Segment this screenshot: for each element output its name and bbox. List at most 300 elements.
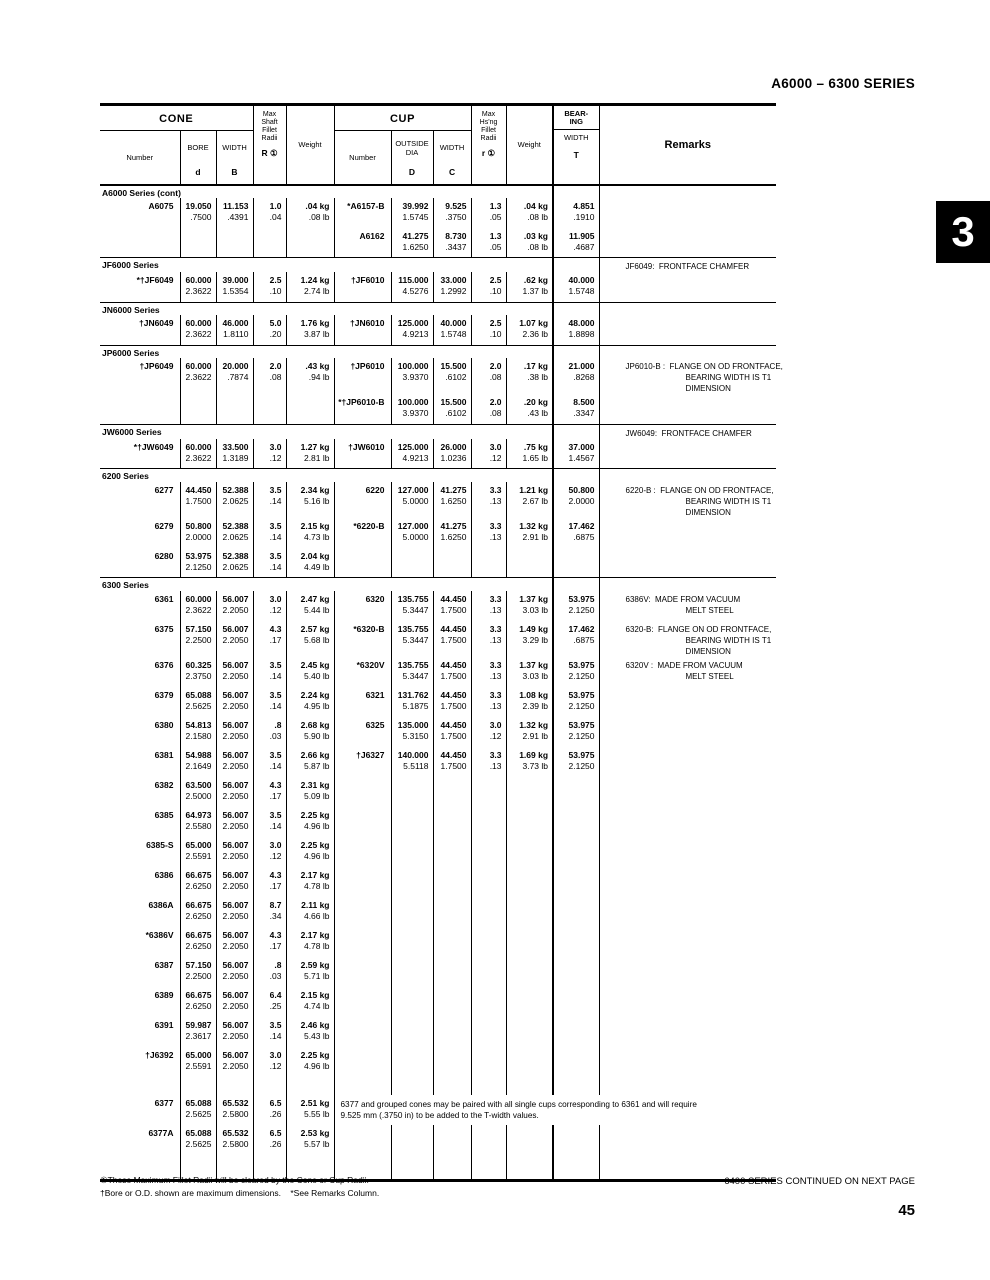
- table-row: [100, 807, 776, 837]
- bearing-width-cell: [553, 867, 599, 897]
- hsng-radii-cell: [471, 897, 506, 927]
- cone-width-cell: 65.532 2.5800: [216, 1095, 253, 1125]
- remark-cell: [599, 1017, 776, 1047]
- outside-dia-header: OUTSIDE DIA: [391, 131, 433, 165]
- section-row: [100, 345, 776, 358]
- cone-weight-cell: 2.04 kg 4.49 lb: [286, 548, 334, 578]
- spacer-cell: [334, 1077, 391, 1095]
- cup-weight-header: Weight: [506, 105, 553, 185]
- spacer-cell: [506, 1077, 553, 1095]
- outside-dia-cell: 115.000 4.5276: [391, 272, 433, 302]
- cup-weight-cell: 1.32 kg 2.91 lb: [506, 518, 553, 548]
- cone-width-cell: 56.007 2.2050: [216, 987, 253, 1017]
- cup-width-cell: [433, 927, 471, 957]
- cone-width-symbol: B: [216, 165, 253, 185]
- remark-cell: 6386V: MADE FROM VACUUM MELT STEEL: [599, 591, 776, 621]
- remark-cell: [599, 518, 776, 548]
- table-row: [100, 987, 776, 1017]
- cup-number-cell: †JW6010: [334, 439, 391, 469]
- section-remark: JF6049: FRONTFACE CHAMFER: [599, 258, 776, 273]
- section-remark: [599, 578, 776, 591]
- outside-dia-cell: [391, 897, 433, 927]
- cone-width-cell: 65.532 2.5800: [216, 1125, 253, 1155]
- bearing-width-cell: 53.975 2.1250: [553, 747, 599, 777]
- table-row: [100, 927, 776, 957]
- table-row: [100, 394, 776, 424]
- cone-number-cell: 6277: [154, 484, 174, 495]
- max-shaft-fillet-radii-header: Max Shaft Fillet Radii R ①: [253, 105, 286, 185]
- table-row: [100, 272, 776, 302]
- cone-weight-cell: [286, 228, 334, 258]
- bore-cell: 53.975 2.1250: [180, 548, 216, 578]
- hsng-radii-cell: 2.0 .08: [471, 358, 506, 394]
- cone-width-cell: 56.007 2.2050: [216, 1017, 253, 1047]
- bore-cell: 57.150 2.2500: [180, 621, 216, 657]
- cone-width-cell: 56.007 2.2050: [216, 957, 253, 987]
- cup-weight-cell: [506, 1017, 553, 1047]
- cone-weight-cell: 2.15 kg 4.74 lb: [286, 987, 334, 1017]
- table-row: [100, 897, 776, 927]
- bearing-width-cell: [553, 897, 599, 927]
- table-row: [100, 717, 776, 747]
- bearing-width-cell: [553, 807, 599, 837]
- section-row: [100, 258, 776, 273]
- section-title: 6200 Series: [102, 471, 149, 481]
- cup-width-cell: 40.000 1.5748: [433, 315, 471, 345]
- bearing-width-cell: 17.462 .6875: [553, 518, 599, 548]
- hsng-radii-cell: 3.0 .12: [471, 717, 506, 747]
- spacer-cell: [286, 1077, 334, 1095]
- cup-weight-cell: [506, 1125, 553, 1155]
- bore-cell: 66.675 2.6250: [180, 927, 216, 957]
- cup-number-cell: [334, 987, 391, 1017]
- cup-width-cell: 44.450 1.7500: [433, 657, 471, 687]
- cup-width-cell: [433, 837, 471, 867]
- cone-number-cell: 6385: [154, 809, 174, 820]
- cup-width-cell: [433, 777, 471, 807]
- cup-number-cell: 6325: [334, 717, 391, 747]
- cone-width-cell: 56.007 2.2050: [216, 687, 253, 717]
- shaft-radii-cell: .8 .03: [253, 717, 286, 747]
- outside-dia-cell: 135.755 5.3447: [391, 591, 433, 621]
- hsng-radii-cell: [471, 837, 506, 867]
- bearing-width-cell: [553, 548, 599, 578]
- section-t-column: [553, 302, 599, 315]
- cone-width-cell: 56.007 2.2050: [216, 867, 253, 897]
- shaft-radii-cell: 2.5 .10: [253, 272, 286, 302]
- cup-weight-cell: .75 kg 1.65 lb: [506, 439, 553, 469]
- bore-cell: 60.000 2.3622: [180, 591, 216, 621]
- cup-number-cell: *†JP6010-B: [334, 394, 391, 424]
- cone-weight-cell: 2.46 kg 5.43 lb: [286, 1017, 334, 1047]
- table-row: [100, 358, 776, 394]
- shaft-radii-cell: 3.5 .14: [253, 687, 286, 717]
- cup-weight-cell: .17 kg .38 lb: [506, 358, 553, 394]
- table-row: [100, 518, 776, 548]
- bearing-width-cell: [553, 927, 599, 957]
- cone-number-cell: 6381: [154, 749, 174, 760]
- bearing-width-cell: 21.000 .8268: [553, 358, 599, 394]
- hsng-radii-cell: 1.3 .05: [471, 228, 506, 258]
- section-row: [100, 302, 776, 315]
- continued-note: 6400 SERIES CONTINUED ON NEXT PAGE: [724, 1176, 915, 1187]
- cone-number-cell: 6385-S: [146, 839, 174, 850]
- spacer-cell: [553, 1077, 599, 1095]
- shaft-radii-cell: 8.7 .34: [253, 897, 286, 927]
- cup-width-cell: 9.525 .3750: [433, 198, 471, 228]
- outside-dia-cell: [391, 867, 433, 897]
- cup-width-cell: [433, 1125, 471, 1155]
- cup-number-cell: *6320V: [334, 657, 391, 687]
- cone-weight-cell: .43 kg .94 lb: [286, 358, 334, 394]
- cup-weight-cell: .20 kg .43 lb: [506, 394, 553, 424]
- cup-weight-cell: .04 kg .08 lb: [506, 198, 553, 228]
- bearing-width-header: BEAR- ING WIDTH T: [553, 105, 599, 185]
- spacer-cell: [391, 1077, 433, 1095]
- outside-dia-cell: 100.000 3.9370: [391, 358, 433, 394]
- hsng-radii-cell: [471, 957, 506, 987]
- cone-number-header: Number: [126, 152, 154, 162]
- spacer-cell: [391, 1155, 433, 1181]
- bearing-table-wrap: [100, 103, 783, 1182]
- table-row: [100, 1017, 776, 1047]
- shaft-radii-cell: 2.0 .08: [253, 358, 286, 394]
- bearing-width-cell: [553, 777, 599, 807]
- table-row: [100, 591, 776, 621]
- bore-cell: 44.450 1.7500: [180, 482, 216, 518]
- bore-cell: 60.000 2.3622: [180, 358, 216, 394]
- spacer-cell: [471, 1155, 506, 1181]
- shaft-radii-cell: 1.0 .04: [253, 198, 286, 228]
- remark-cell: [599, 315, 776, 345]
- cup-width-cell: 41.275 1.6250: [433, 482, 471, 518]
- bearing-width-cell: 17.462 .6875: [553, 621, 599, 657]
- bearing-width-cell: [553, 1017, 599, 1047]
- remark-cell: [599, 198, 776, 228]
- cone-width-cell: 39.000 1.5354: [216, 272, 253, 302]
- spacer-cell: [599, 1077, 776, 1095]
- cup-number-cell: [334, 1125, 391, 1155]
- spacer-cell: [100, 1077, 180, 1095]
- remark-cell: 6320-B: FLANGE ON OD FRONTFACE, BEARING WIDTH IS T1 DIMENSION: [599, 621, 776, 657]
- cup-weight-cell: 1.37 kg 3.03 lb: [506, 591, 553, 621]
- bore-cell: 59.987 2.3617: [180, 1017, 216, 1047]
- section-title: A6000 Series (cont): [102, 187, 181, 198]
- bore-cell: 64.973 2.5580: [180, 807, 216, 837]
- section-title: JW6000 Series: [102, 426, 162, 437]
- bore-cell: 63.500 2.5000: [180, 777, 216, 807]
- outside-dia-cell: [391, 927, 433, 957]
- section-remark: [599, 302, 776, 315]
- bearing-table: [100, 103, 783, 1182]
- cup-width-cell: [433, 987, 471, 1017]
- cone-number-cell: 6279: [154, 520, 174, 531]
- cup-width-cell: [433, 1047, 471, 1077]
- bore-cell: 65.000 2.5591: [180, 1047, 216, 1077]
- cone-width-cell: 56.007 2.2050: [216, 621, 253, 657]
- spacer-row: [100, 1077, 776, 1095]
- outside-dia-cell: 140.000 5.5118: [391, 747, 433, 777]
- remark-cell: [599, 867, 776, 897]
- bearing-width-cell: 53.975 2.1250: [553, 717, 599, 747]
- cone-number-cell: *6386V: [145, 929, 174, 940]
- hsng-radii-cell: 3.3 .13: [471, 482, 506, 518]
- remark-cell: [599, 747, 776, 777]
- cone-number-cell: 6379: [154, 689, 174, 700]
- shaft-radii-cell: 3.5 .14: [253, 518, 286, 548]
- outside-dia-cell: 41.275 1.6250: [391, 228, 433, 258]
- footnote-fillet-radii: ①These Maximum Fillet Radii will be cleared by the Cone or Cup Radii.: [100, 1175, 369, 1185]
- cone-number-cell: *†JF6049: [136, 275, 174, 285]
- shaft-radii-cell: 3.0 .12: [253, 837, 286, 867]
- cone-width-cell: 33.500 1.3189: [216, 439, 253, 469]
- bore-cell: [180, 394, 216, 424]
- section-t-column: [553, 578, 599, 591]
- bearing-width-cell: [553, 987, 599, 1017]
- cone-width-cell: 20.000 .7874: [216, 358, 253, 394]
- section-row: [100, 424, 776, 439]
- cup-number-header: Number: [334, 131, 391, 185]
- cup-width-cell: 44.450 1.7500: [433, 687, 471, 717]
- cone-number-cell: 6361: [154, 593, 174, 604]
- shaft-radii-cell: 5.0 .20: [253, 315, 286, 345]
- cone-width-cell: 52.388 2.0625: [216, 518, 253, 548]
- remark-cell: 6320V : MADE FROM VACUUM MELT STEEL: [599, 657, 776, 687]
- bore-cell: 65.088 2.5625: [180, 1095, 216, 1125]
- bore-cell: 19.050 .7500: [180, 198, 216, 228]
- bore-header: BORE: [180, 131, 216, 165]
- cone-number-cell: 6389: [154, 989, 174, 1000]
- section-row: [100, 185, 776, 198]
- table-row: [100, 687, 776, 717]
- cup-number-cell: 6320: [334, 591, 391, 621]
- bearing-width-cell: 53.975 2.1250: [553, 687, 599, 717]
- cup-number-cell: *A6157-B: [334, 198, 391, 228]
- cone-weight-cell: 2.25 kg 4.96 lb: [286, 837, 334, 867]
- cup-weight-cell: [506, 987, 553, 1017]
- cup-width-cell: [433, 897, 471, 927]
- shaft-radii-cell: 4.3 .17: [253, 867, 286, 897]
- cone-weight-cell: 2.11 kg 4.66 lb: [286, 897, 334, 927]
- cup-width-cell: 15.500 .6102: [433, 358, 471, 394]
- cone-weight-cell: 1.76 kg 3.87 lb: [286, 315, 334, 345]
- outside-dia-cell: 135.755 5.3447: [391, 657, 433, 687]
- bearing-width-cell: 8.500 .3347: [553, 394, 599, 424]
- section-row: [100, 578, 776, 591]
- section-t-column: [553, 345, 599, 358]
- bearing-width-cell: 4.851 .1910: [553, 198, 599, 228]
- section-t-column: [553, 424, 599, 439]
- cone-width-cell: 56.007 2.2050: [216, 807, 253, 837]
- outside-dia-cell: 125.000 4.9213: [391, 315, 433, 345]
- bearing-width-cell: 37.000 1.4567: [553, 439, 599, 469]
- bore-cell: 65.088 2.5625: [180, 1125, 216, 1155]
- remark-cell: [599, 957, 776, 987]
- cone-width-cell: 11.153 .4391: [216, 198, 253, 228]
- table-row: [100, 957, 776, 987]
- outside-dia-cell: [391, 837, 433, 867]
- shaft-radii-cell: 3.0 .12: [253, 1047, 286, 1077]
- shaft-radii-cell: 3.5 .14: [253, 482, 286, 518]
- shaft-radii-cell: 3.0 .12: [253, 439, 286, 469]
- bore-cell: 50.800 2.0000: [180, 518, 216, 548]
- cone-number-cell: 6382: [154, 779, 174, 790]
- cone-number-cell: A6075: [148, 200, 174, 211]
- cone-weight-cell: .04 kg .08 lb: [286, 198, 334, 228]
- cup-number-cell: [334, 807, 391, 837]
- table-row: [100, 867, 776, 897]
- cone-number-cell: †JP6049: [139, 361, 174, 371]
- cone-weight-cell: 2.17 kg 4.78 lb: [286, 927, 334, 957]
- section-title: 6300 Series: [102, 580, 149, 590]
- bearing-width-cell: [553, 957, 599, 987]
- table-row: [100, 777, 776, 807]
- spacer-cell: [433, 1155, 471, 1181]
- table-body: [100, 185, 783, 1181]
- cup-number-cell: [334, 957, 391, 987]
- hsng-radii-cell: [471, 807, 506, 837]
- outside-dia-cell: [391, 777, 433, 807]
- cup-width-cell: 44.450 1.7500: [433, 591, 471, 621]
- cup-number-cell: [334, 867, 391, 897]
- spacer-cell: [253, 1077, 286, 1095]
- shaft-radii-cell: 6.5 .26: [253, 1095, 286, 1125]
- outside-dia-cell: 125.000 4.9213: [391, 439, 433, 469]
- table-row: [100, 837, 776, 867]
- remark-cell: [599, 687, 776, 717]
- outside-dia-cell: [391, 548, 433, 578]
- cup-number-cell: A6162: [334, 228, 391, 258]
- spacer-cell: [433, 1077, 471, 1095]
- cone-width-cell: 52.388 2.0625: [216, 548, 253, 578]
- spacer-cell: [506, 1155, 553, 1181]
- outside-dia-cell: 135.000 5.3150: [391, 717, 433, 747]
- table-row: [100, 657, 776, 687]
- hsng-radii-cell: [471, 777, 506, 807]
- cone-width-cell: 46.000 1.8110: [216, 315, 253, 345]
- outside-dia-cell: [391, 1125, 433, 1155]
- shaft-radii-cell: [253, 228, 286, 258]
- section-remark: JW6049: FRONTFACE CHAMFER: [599, 424, 776, 439]
- hsng-radii-cell: 3.3 .13: [471, 657, 506, 687]
- bore-cell: 66.675 2.6250: [180, 987, 216, 1017]
- cone-weight-cell: 2.59 kg 5.71 lb: [286, 957, 334, 987]
- hsng-radii-cell: 3.3 .13: [471, 621, 506, 657]
- cone-width-cell: 56.007 2.2050: [216, 777, 253, 807]
- bore-cell: 60.000 2.3622: [180, 272, 216, 302]
- cup-weight-cell: [506, 837, 553, 867]
- cup-width-cell: 26.000 1.0236: [433, 439, 471, 469]
- hsng-radii-cell: 3.3 .13: [471, 518, 506, 548]
- cone-width-cell: 56.007 2.2050: [216, 927, 253, 957]
- remark-cell: [599, 548, 776, 578]
- cone-number-cell: 6377A: [148, 1127, 174, 1138]
- cone-number-cell: 6380: [154, 719, 174, 730]
- cup-number-cell: [334, 1047, 391, 1077]
- footnotes: [100, 1174, 379, 1200]
- remark-cell: [599, 807, 776, 837]
- shaft-radii-cell: 3.5 .14: [253, 747, 286, 777]
- table-row: [100, 1047, 776, 1077]
- bore-cell: 60.325 2.3750: [180, 657, 216, 687]
- cone-number-cell: *†JW6049: [133, 441, 174, 452]
- shaft-radii-cell: 6.5 .26: [253, 1125, 286, 1155]
- shaft-radii-cell: 4.3 .17: [253, 621, 286, 657]
- bore-cell: 65.000 2.5591: [180, 837, 216, 867]
- cup-number-cell: †JF6010: [334, 272, 391, 302]
- remark-cell: [599, 228, 776, 258]
- cup-weight-cell: [506, 867, 553, 897]
- shaft-radii-cell: 3.5 .14: [253, 548, 286, 578]
- cup-width-cell: 33.000 1.2992: [433, 272, 471, 302]
- hsng-radii-cell: 3.3 .13: [471, 687, 506, 717]
- cone-weight-cell: 2.17 kg 4.78 lb: [286, 867, 334, 897]
- cup-weight-cell: 1.37 kg 3.03 lb: [506, 657, 553, 687]
- cup-number-cell: [334, 927, 391, 957]
- bearing-width-cell: 50.800 2.0000: [553, 482, 599, 518]
- cone-weight-cell: 2.34 kg 5.16 lb: [286, 482, 334, 518]
- section-t-column: [553, 258, 599, 273]
- hsng-radii-cell: [471, 1017, 506, 1047]
- cup-number-cell: *6220-B: [334, 518, 391, 548]
- cone-width-cell: 56.007 2.2050: [216, 657, 253, 687]
- remark-cell: [599, 897, 776, 927]
- cup-number-cell: †JN6010: [334, 315, 391, 345]
- table-row: [100, 747, 776, 777]
- remark-cell: [599, 777, 776, 807]
- cone-weight-header: Weight: [286, 105, 334, 185]
- cup-width-cell: [433, 867, 471, 897]
- remark-cell: [599, 987, 776, 1017]
- cone-width-cell: 56.007 2.2050: [216, 1047, 253, 1077]
- table-header: [100, 105, 776, 185]
- cone-width-cell: 56.007 2.2050: [216, 717, 253, 747]
- table-row: [100, 548, 776, 578]
- bore-cell: 54.813 2.1580: [180, 717, 216, 747]
- cup-weight-cell: 1.32 kg 2.91 lb: [506, 717, 553, 747]
- pairing-note: 6377 and grouped cones may be paired with all single cups corresponding to 6361 and will require 9.525 mm (.3750 in) to be added to the T-width values.: [334, 1095, 776, 1125]
- section-t-column: [553, 469, 599, 482]
- cup-width-header: WIDTH: [433, 131, 471, 165]
- cup-weight-cell: 1.49 kg 3.29 lb: [506, 621, 553, 657]
- section-remark: [599, 345, 776, 358]
- cone-number-cell: 6387: [154, 959, 174, 970]
- table-row: [100, 439, 776, 469]
- remark-cell: JP6010-B : FLANGE ON OD FRONTFACE, BEARING WIDTH IS T1 DIMENSION: [599, 358, 776, 394]
- cone-weight-cell: 2.47 kg 5.44 lb: [286, 591, 334, 621]
- remark-cell: [599, 717, 776, 747]
- shaft-radii-cell: 3.5 .14: [253, 1017, 286, 1047]
- bearing-width-cell: [553, 837, 599, 867]
- cup-width-cell: 44.450 1.7500: [433, 717, 471, 747]
- bearing-width-cell: 53.975 2.1250: [553, 591, 599, 621]
- shaft-radii-cell: 3.0 .12: [253, 591, 286, 621]
- hsng-radii-cell: 2.5 .10: [471, 272, 506, 302]
- bore-cell: 60.000 2.3622: [180, 315, 216, 345]
- cone-weight-cell: 2.24 kg 4.95 lb: [286, 687, 334, 717]
- outside-dia-cell: 100.000 3.9370: [391, 394, 433, 424]
- hsng-radii-cell: 2.5 .10: [471, 315, 506, 345]
- hsng-radii-cell: 3.3 .13: [471, 591, 506, 621]
- cone-weight-cell: 1.24 kg 2.74 lb: [286, 272, 334, 302]
- hsng-radii-cell: 2.0 .08: [471, 394, 506, 424]
- hsng-radii-cell: [471, 927, 506, 957]
- cup-number-cell: [334, 897, 391, 927]
- cup-width-cell: [433, 1017, 471, 1047]
- section-title: JF6000 Series: [102, 260, 159, 270]
- section-tab: 3: [936, 201, 990, 263]
- outside-dia-cell: 135.755 5.3447: [391, 621, 433, 657]
